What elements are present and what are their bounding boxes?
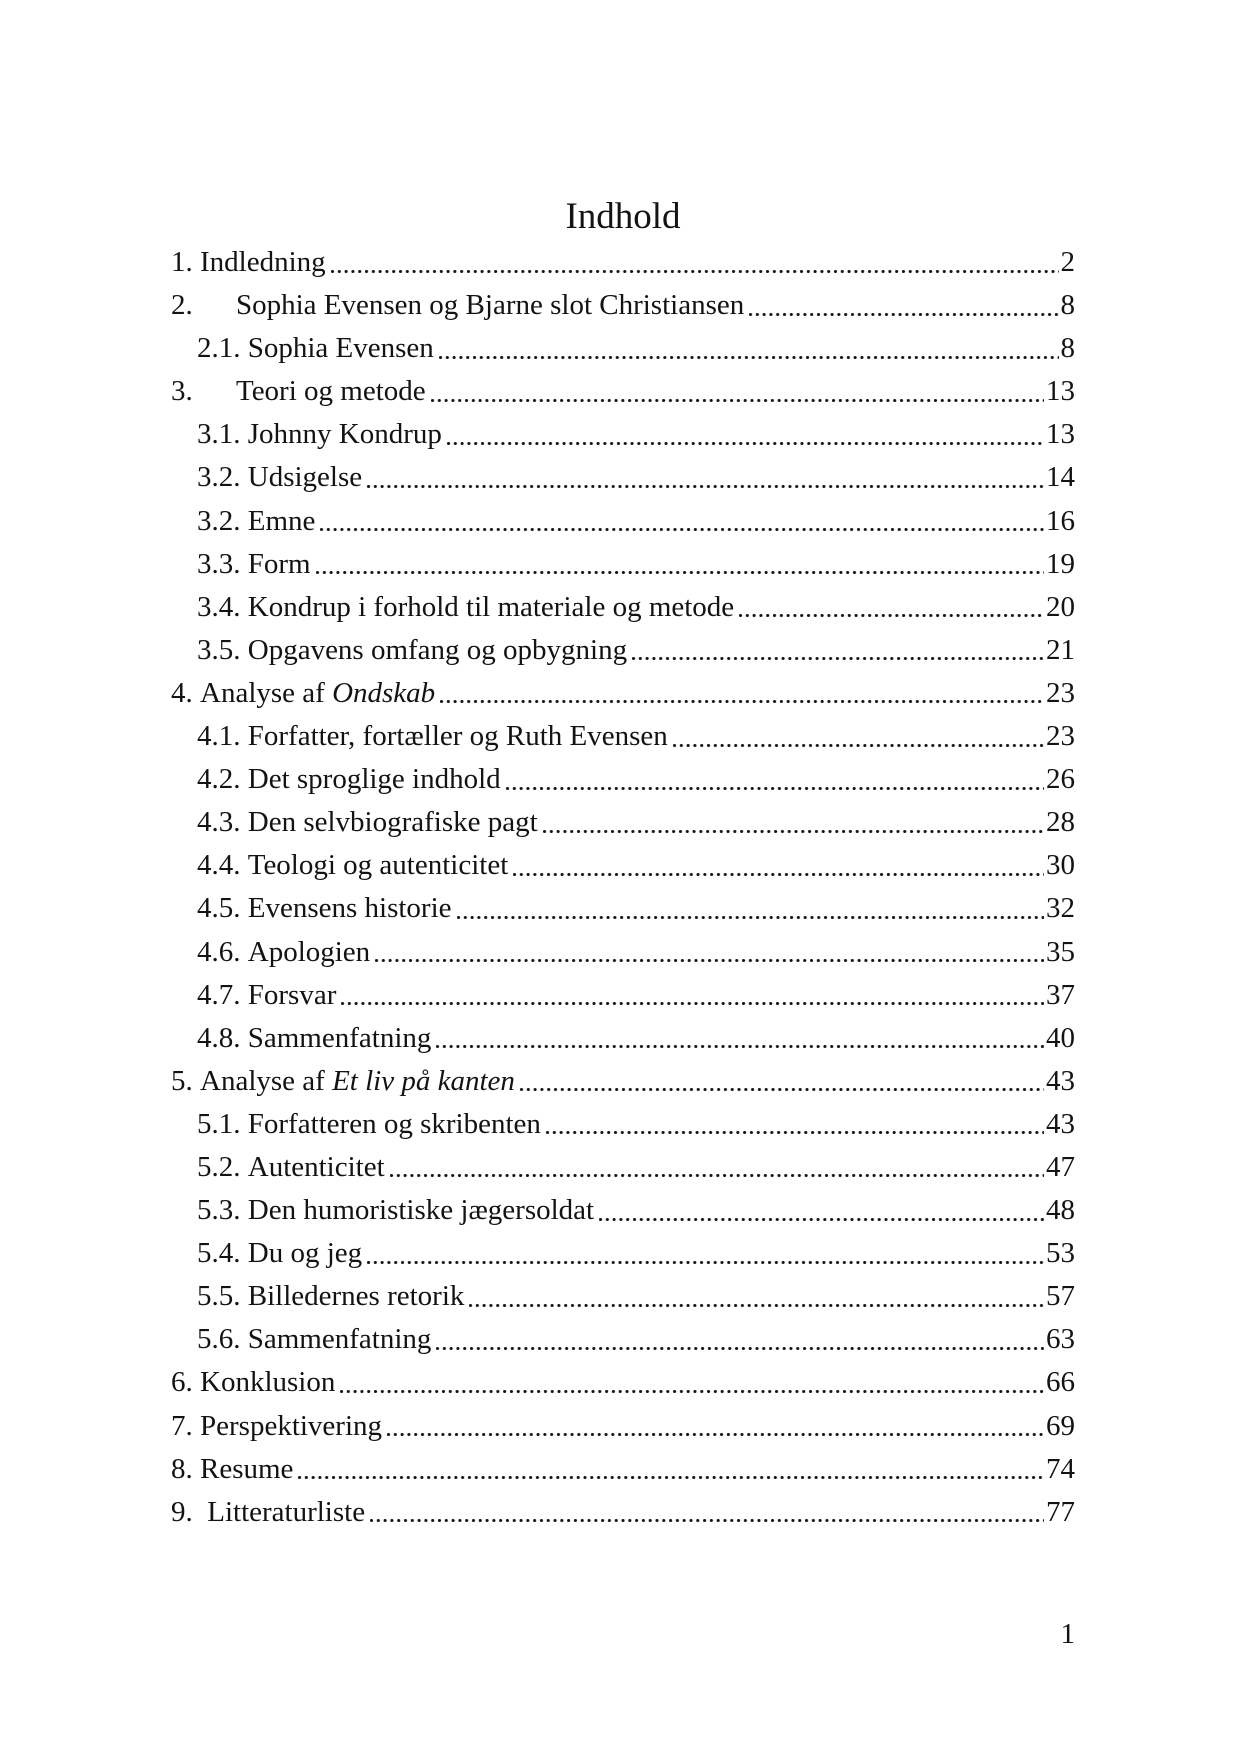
toc-title: Indhold — [565, 196, 681, 237]
toc-leader-dots — [390, 1146, 1044, 1189]
toc-entry-page: 13 — [1046, 418, 1075, 451]
toc-entry-title: Apologien — [247, 935, 371, 968]
toc-entry-page: 57 — [1046, 1280, 1075, 1313]
toc-entry-title: Den humoristiske jægersoldat — [247, 1194, 595, 1227]
toc-entry-page: 26 — [1046, 763, 1075, 796]
toc-leader-dots — [749, 284, 1058, 327]
toc-entry-title: Analyse af Et liv på kanten — [200, 1064, 515, 1097]
toc-leader-dots — [469, 1275, 1044, 1318]
toc-entry-title: Udsigelse — [247, 461, 363, 494]
toc-leader-dots — [513, 844, 1044, 887]
toc-entry-title: Resume — [200, 1452, 294, 1485]
toc-entry[interactable] — [171, 456, 1075, 499]
toc-entry-page: 13 — [1046, 375, 1075, 408]
toc-leader-dots — [341, 974, 1044, 1017]
toc-entry-title: Forfatter, fortæller og Ruth Evensen — [247, 720, 668, 753]
toc-leader-dots — [340, 1361, 1044, 1404]
toc-entry-number: 3.1. — [197, 418, 248, 451]
toc-leader-dots — [367, 456, 1044, 499]
toc-entry[interactable] — [171, 974, 1075, 1017]
toc-entry-title: Johnny Kondrup — [247, 418, 442, 451]
toc-entry-title: Emne — [247, 504, 316, 537]
toc-entry-number: 4.6. — [197, 935, 248, 968]
toc-leader-dots — [520, 1060, 1044, 1103]
toc-entry[interactable] — [171, 1189, 1075, 1232]
toc-leader-dots — [673, 715, 1044, 758]
toc-entry[interactable] — [171, 543, 1075, 586]
toc-entry-number: 4.7. — [197, 978, 248, 1011]
toc-entry[interactable] — [171, 1232, 1075, 1275]
toc-entry-page: 47 — [1046, 1150, 1075, 1183]
toc-entry-number: 5.3. — [197, 1194, 248, 1227]
toc-entry[interactable] — [171, 327, 1075, 370]
toc-leader-dots — [331, 241, 1059, 284]
toc-entry-page: 30 — [1046, 849, 1075, 882]
toc-entry[interactable] — [171, 672, 1075, 715]
toc-entry-number: 5.6. — [197, 1323, 248, 1356]
toc-leader-dots — [546, 1103, 1044, 1146]
toc-entry-title: Kondrup i forhold til materiale og metode — [247, 590, 735, 623]
toc-entry[interactable] — [171, 1146, 1075, 1189]
toc-leader-dots — [370, 1491, 1044, 1534]
toc-entry-page: 8 — [1060, 289, 1075, 322]
toc-entry[interactable] — [171, 931, 1075, 974]
toc-entry-number: 3.2. — [197, 504, 248, 537]
toc-leader-dots — [543, 801, 1044, 844]
toc-entry-title: Teori og metode — [236, 375, 426, 408]
toc-leader-dots — [367, 1232, 1044, 1275]
toc-entry-title: Forsvar — [247, 978, 337, 1011]
toc-entry-number: 4.3. — [197, 806, 248, 839]
toc-leader-dots — [436, 1017, 1044, 1060]
toc-entry-number: 6. — [171, 1366, 200, 1399]
toc-entry-number: 4.4. — [197, 849, 248, 882]
toc-entry[interactable] — [171, 1361, 1075, 1404]
toc-entry-number: 5.2. — [197, 1150, 248, 1183]
toc-entry-number: 2. — [171, 289, 193, 322]
toc-entry-title: Du og jeg — [247, 1237, 363, 1270]
toc-entry-page: 32 — [1046, 892, 1075, 925]
toc-entry[interactable] — [171, 1405, 1075, 1448]
toc-leader-dots — [599, 1189, 1044, 1232]
toc-entry-number: 4.1. — [197, 720, 248, 753]
toc-entry[interactable] — [171, 370, 1075, 413]
toc-entry-title: Konklusion — [200, 1366, 336, 1399]
toc-entry[interactable] — [171, 629, 1075, 672]
toc-entry[interactable] — [171, 844, 1075, 887]
toc-entry-title: Den selvbiografiske pagt — [247, 806, 538, 839]
toc-entry-page: 63 — [1046, 1323, 1075, 1356]
toc-list — [171, 241, 1075, 1534]
toc-entry-number: 5. — [171, 1064, 200, 1097]
toc-entry-page: 28 — [1046, 806, 1075, 839]
toc-entry-page: 37 — [1046, 978, 1075, 1011]
toc-entry-number: 4.8. — [197, 1021, 248, 1054]
toc-leader-dots — [431, 370, 1044, 413]
toc-leader-dots — [440, 672, 1044, 715]
toc-entry-title: Litteraturliste — [207, 1495, 366, 1528]
toc-entry[interactable] — [171, 1017, 1075, 1060]
toc-entry-page: 77 — [1046, 1495, 1075, 1528]
toc-entry[interactable] — [171, 1103, 1075, 1146]
toc-entry[interactable] — [171, 413, 1075, 456]
toc-entry[interactable] — [171, 284, 1075, 327]
toc-leader-dots — [375, 931, 1044, 974]
toc-entry-page: 20 — [1046, 590, 1075, 623]
toc-entry-title: Autenticitet — [247, 1150, 385, 1183]
toc-entry-title: Sammenfatning — [247, 1323, 432, 1356]
toc-entry[interactable] — [171, 1275, 1075, 1318]
toc-entry-number: 9. — [171, 1495, 208, 1528]
toc-entry[interactable] — [171, 241, 1075, 284]
toc-entry-title: Forfatteren og skribenten — [247, 1107, 541, 1140]
toc-entry-title: Sammenfatning — [247, 1021, 432, 1054]
toc-entry-number: 3.4. — [197, 590, 248, 623]
toc-entry-page: 16 — [1046, 504, 1075, 537]
toc-entry[interactable] — [171, 586, 1075, 629]
toc-leader-dots — [298, 1448, 1044, 1491]
toc-entry[interactable] — [171, 1448, 1075, 1491]
toc-entry-number: 8. — [171, 1452, 200, 1485]
toc-entry-page: 23 — [1046, 676, 1075, 709]
toc-entry-page: 66 — [1046, 1366, 1075, 1399]
toc-leader-dots — [387, 1405, 1044, 1448]
toc-entry-title: Perspektivering — [200, 1409, 383, 1442]
toc-entry-number: 3. — [171, 375, 193, 408]
toc-entry-number: 3.2. — [197, 461, 248, 494]
toc-entry[interactable] — [171, 801, 1075, 844]
toc-entry-title: Det sproglige indhold — [247, 763, 501, 796]
toc-entry-title: Opgavens omfang og opbygning — [247, 633, 628, 666]
toc-entry-number: 1. — [171, 246, 200, 278]
toc-leader-dots — [447, 413, 1044, 456]
toc-entry-page: 43 — [1046, 1107, 1075, 1140]
toc-entry-title: Teologi og autenticitet — [247, 849, 509, 882]
toc-entry-page: 21 — [1046, 633, 1075, 666]
toc-entry-title: Evensens historie — [247, 892, 452, 925]
toc-entry[interactable] — [171, 500, 1075, 543]
toc-entry-page: 14 — [1046, 461, 1075, 494]
toc-entry-number: 5.1. — [197, 1107, 248, 1140]
toc-entry-page: 53 — [1046, 1237, 1075, 1270]
toc-entry[interactable] — [171, 1060, 1075, 1103]
toc-entry-number: 3.5. — [197, 633, 248, 666]
toc-entry-number: 5.4. — [197, 1237, 248, 1270]
toc-entry-page: 69 — [1046, 1409, 1075, 1442]
footer-page-number: 1 — [1060, 1618, 1075, 1650]
toc-entry-page: 23 — [1046, 720, 1075, 753]
toc-entry-number: 4.5. — [197, 892, 248, 925]
toc-entry-title: Indledning — [200, 246, 326, 278]
toc-entry-title: Form — [247, 547, 311, 580]
toc-entry-number: 4. — [171, 676, 200, 709]
toc-entry[interactable] — [171, 1491, 1075, 1534]
toc-entry-number: 4.2. — [197, 763, 248, 796]
toc-entry-number: 2.1. — [197, 332, 248, 365]
toc-entry-page: 40 — [1046, 1021, 1075, 1054]
toc-entry-page: 2 — [1060, 246, 1075, 278]
toc-entry-page: 19 — [1046, 547, 1075, 580]
toc-entry-title: Billedernes retorik — [247, 1280, 465, 1313]
toc-leader-dots — [739, 586, 1044, 629]
toc-entry-page: 43 — [1046, 1064, 1075, 1097]
toc-entry[interactable] — [171, 887, 1075, 930]
toc-entry-title: Sophia Evensen — [247, 332, 434, 365]
toc-leader-dots — [632, 629, 1044, 672]
toc-entry-title: Analyse af Ondskab — [200, 676, 436, 709]
toc-entry[interactable] — [171, 715, 1075, 758]
toc-entry-title: Sophia Evensen og Bjarne slot Christiansen — [236, 289, 745, 322]
toc-leader-dots — [316, 543, 1044, 586]
toc-entry-page: 48 — [1046, 1194, 1075, 1227]
toc-leader-dots — [457, 887, 1044, 930]
toc-entry-page: 35 — [1046, 935, 1075, 968]
toc-leader-dots — [439, 327, 1059, 370]
toc-entry[interactable] — [171, 1318, 1075, 1361]
toc-entry[interactable] — [171, 758, 1075, 801]
toc-leader-dots — [436, 1318, 1044, 1361]
toc-leader-dots — [506, 758, 1044, 801]
toc-entry-number: 5.5. — [197, 1280, 248, 1313]
toc-entry-number: 7. — [171, 1409, 200, 1442]
toc-leader-dots — [320, 500, 1044, 543]
toc-entry-page: 8 — [1060, 332, 1075, 365]
toc-entry-page: 74 — [1046, 1452, 1075, 1485]
toc-entry-number: 3.3. — [197, 547, 248, 580]
